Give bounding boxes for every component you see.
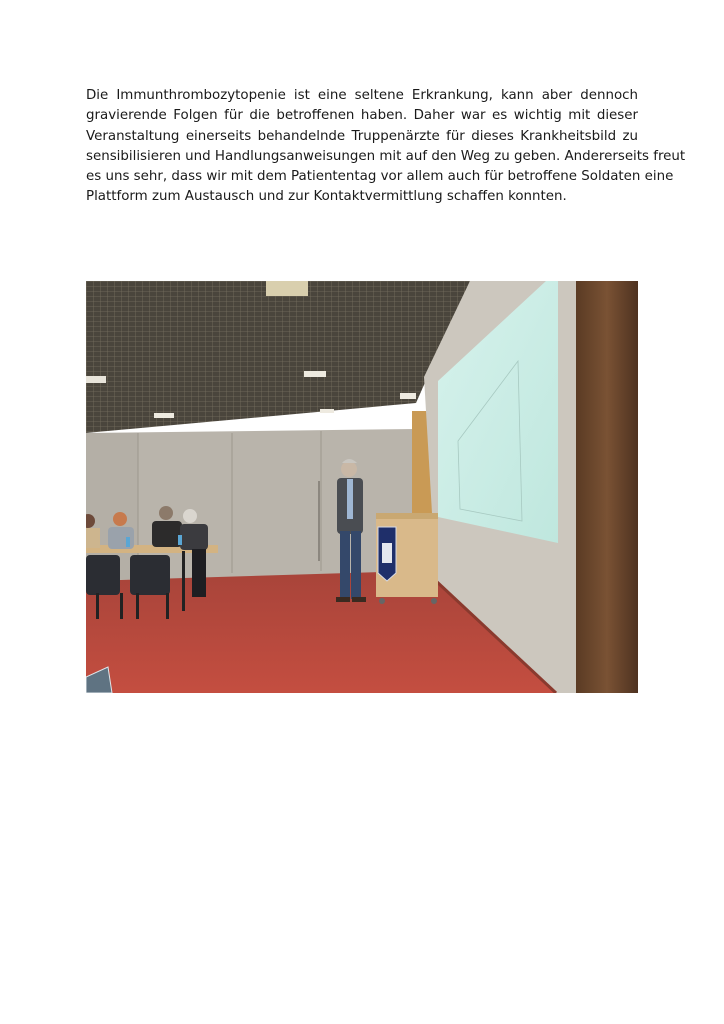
water-bottle [126, 537, 130, 547]
paragraph-line: es uns sehr, dass wir mit dem Patiententag vor allem auch für betroffene Soldaten eine [86, 169, 674, 185]
water-bottle [178, 535, 182, 545]
lectern [376, 513, 438, 604]
ceiling [86, 281, 470, 433]
chair [130, 555, 170, 595]
ceiling-light [154, 413, 174, 418]
ceiling-light [400, 393, 416, 399]
event-photo [86, 281, 638, 693]
ceiling-light [304, 371, 326, 377]
chair [86, 555, 120, 595]
paragraph-line: Plattform zum Austausch und zur Kontaktvermittlung schaffen konnten. [86, 189, 567, 205]
ceiling-light [86, 376, 106, 383]
paragraph-line: Veranstaltung einerseits behandelnde Truppenärzte für dieses Krankheitsbild zu [86, 128, 638, 144]
paragraph-line: gravierende Folgen für die betroffenen haben. Daher war es wichtig mit dieser [86, 108, 638, 124]
ceiling-light [266, 281, 308, 296]
body-paragraph [86, 86, 686, 208]
ceiling-light [320, 409, 334, 413]
wood-pillar [576, 281, 638, 693]
paragraph-line: sensibilisieren und Handlungsanweisungen mit auf den Weg zu geben. Andererseits freut [86, 148, 686, 164]
paragraph-line: Die Immunthrombozytopenie ist eine seltene Erkrankung, kann aber dennoch [86, 88, 638, 103]
